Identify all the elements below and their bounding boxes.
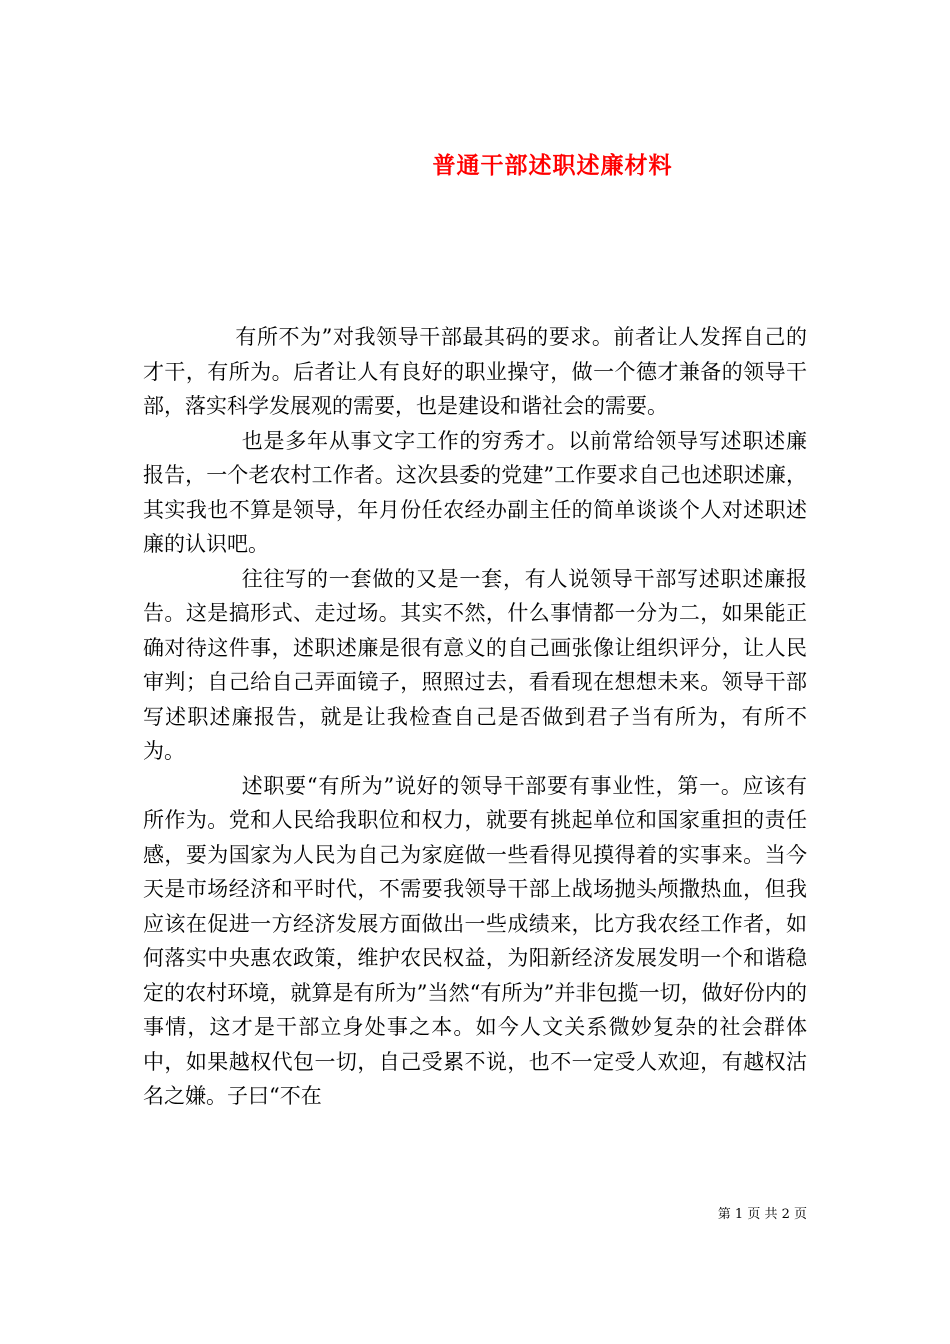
paragraph-2: 也是多年从事文字工作的穷秀才。以前常给领导写述职述廉报告，一个老农村工作者。这次县委的党建”工作要求自己也述职述廉，其实我也不算是领导，年月份任农经办副主任的简单谈谈个人对述职述廉的认识吧。 (143, 428, 807, 556)
paragraph-4: 述职要“有所为”说好的领导干部要有事业性，第一。应该有所作为。党和人民给我职位和权力，就要有挑起单位和国家重担的责任感，要为国家为人民为自己为家庭做一些看得见摸得着的实事来。当今天是市场经济和平时代，不需要我领导干部上战场抛头颅撒热血，但我应该在促进一方经济发展方面做出一些成绩来，比方我农经工作者，如何落实中央惠农政策，维护农民权益，为阳新经济发展发明一个和谐稳定的农村环境，就算是有所为”当然“有所为”并非包揽一切，做好份内的事情，这才是干部立身处事之本。如今人文关系微妙复杂的社会群体中，如果越权代包一切，自己受累不说，也不一定受人欢迎，有越权沽名之嫌。子曰“不在 (143, 773, 807, 1108)
document-body (143, 320, 807, 1114)
document-title: 普通干部述职述廉材料 (432, 152, 673, 180)
page-number: 第 1 页 共 2 页 (717, 1207, 807, 1222)
paragraph-3: 往往写的一套做的又是一套，有人说领导干部写述职述廉报告。这是搞形式、走过场。其实不然，什么事情都一分为二，如果能正确对待这件事，述职述廉是很有意义的自己画张像让组织评分，让人民审判；自己给自己弄面镜子，照照过去，看看现在想想未来。领导干部写述职述廉报告，就是让我检查自己是否做到君子当有所为，有所不为。 (143, 566, 807, 763)
paragraph-1: 有所不为”对我领导干部最其码的要求。前者让人发挥自己的才干，有所为。后者让人有良好的职业操守，做一个德才兼备的领导干部，落实科学发展观的需要，也是建设和谐社会的需要。 (143, 325, 807, 418)
